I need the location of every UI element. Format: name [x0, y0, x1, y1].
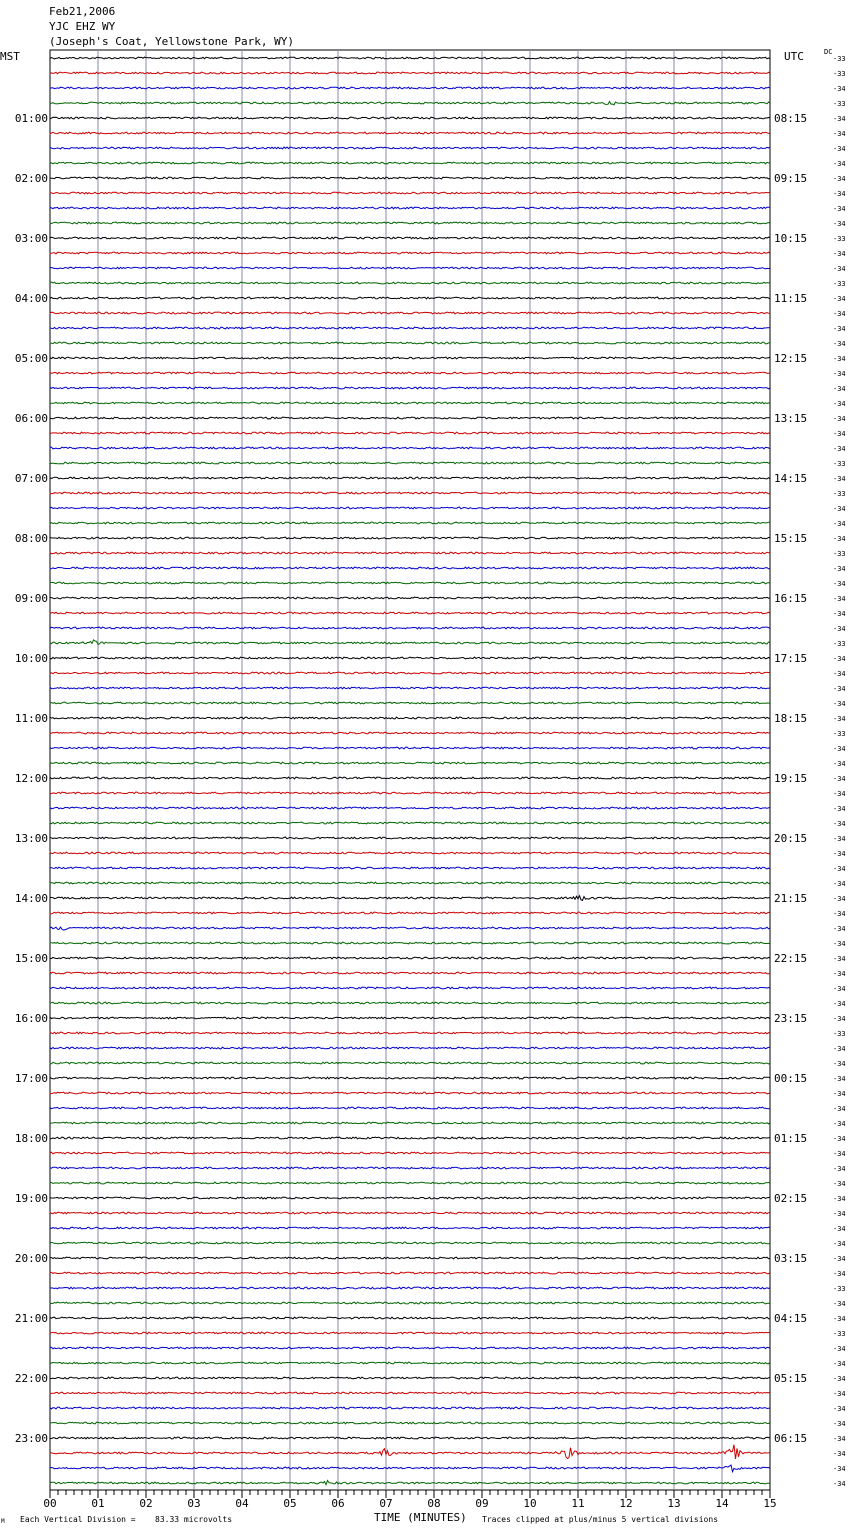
- trace-offset-label: -34: [833, 1135, 846, 1143]
- trace-offset-label: -34: [833, 430, 846, 438]
- seismic-trace: [50, 957, 770, 959]
- x-tick-label: 01: [91, 1497, 105, 1510]
- trace-offset-label: -34: [833, 1225, 846, 1233]
- seismic-trace: [50, 717, 770, 719]
- trace-offset-label: -34: [833, 865, 846, 873]
- mst-hour-label: 20:00: [14, 1252, 48, 1265]
- mst-hour-label: 22:00: [14, 1372, 48, 1385]
- trace-offset-label: -33: [833, 1330, 846, 1338]
- trace-offset-label: -34: [833, 340, 846, 348]
- seismic-trace: [50, 942, 770, 944]
- seismic-trace: [50, 882, 770, 884]
- seismic-trace: [50, 372, 770, 374]
- trace-offset-label: -34: [833, 880, 846, 888]
- division-label: Each Vertical Division =: [20, 1515, 136, 1524]
- mst-hour-label: 15:00: [14, 952, 48, 965]
- x-tick-label: 15: [763, 1497, 777, 1510]
- trace-offset-label: -34: [833, 715, 846, 723]
- seismic-trace: [50, 477, 770, 479]
- trace-offset-label: -34: [833, 445, 846, 453]
- trace-offset-label: -34: [833, 295, 846, 303]
- trace-offset-label: -34: [833, 985, 846, 993]
- seismic-trace: [50, 492, 770, 494]
- mst-hour-label: 11:00: [14, 712, 48, 725]
- seismic-trace: [50, 507, 770, 509]
- seismic-trace: [50, 1002, 770, 1004]
- trace-offset-label: -34: [833, 1210, 846, 1218]
- seismic-trace: [50, 896, 770, 901]
- trace-offset-label: -34: [833, 310, 846, 318]
- trace-offset-label: -34: [833, 85, 846, 93]
- trace-offset-label: -34: [833, 1150, 846, 1158]
- seismic-trace: [50, 852, 770, 854]
- corner-mark: M: [1, 1518, 5, 1525]
- seismic-trace: [50, 1167, 770, 1169]
- seismic-trace: [50, 1182, 770, 1184]
- seismic-trace: [50, 867, 770, 869]
- trace-offset-label: -34: [833, 1195, 846, 1203]
- utc-hour-label: 20:15: [774, 832, 808, 845]
- right-timezone-label: UTC: [784, 50, 804, 63]
- seismic-trace: [50, 807, 770, 809]
- trace-offset-label: -34: [833, 580, 846, 588]
- trace-offset-label: -34: [833, 175, 846, 183]
- x-tick-label: 10: [523, 1497, 537, 1510]
- seismic-trace: [50, 702, 770, 704]
- seismic-trace: [50, 582, 770, 584]
- left-timezone-label: MST: [0, 50, 20, 63]
- trace-offset-label: -34: [833, 1105, 846, 1113]
- trace-offset-label: -34: [833, 1075, 846, 1083]
- trace-offset-label: -34: [833, 385, 846, 393]
- x-tick-label: 05: [283, 1497, 297, 1510]
- trace-offset-label: -34: [833, 1405, 846, 1413]
- trace-offset-label: -34: [833, 1480, 846, 1488]
- seismic-trace: [50, 792, 770, 794]
- trace-offset-label: -34: [833, 790, 846, 798]
- seismic-trace: [50, 162, 770, 164]
- seismic-trace: [50, 57, 770, 59]
- utc-hour-label: 01:15: [774, 1132, 808, 1145]
- trace-offset-label: -33: [833, 550, 846, 558]
- seismic-trace: [50, 1362, 770, 1364]
- trace-offset-label: -34: [833, 910, 846, 918]
- seismic-trace: [50, 567, 770, 569]
- seismic-trace: [50, 597, 770, 599]
- x-tick-label: 07: [379, 1497, 393, 1510]
- mst-hour-label: 21:00: [14, 1312, 48, 1325]
- seismic-trace: [50, 1422, 770, 1424]
- seismic-trace: [50, 87, 770, 89]
- station-code: YJC EHZ WY: [49, 20, 116, 33]
- seismic-trace: [50, 1242, 770, 1244]
- seismic-trace: [50, 237, 770, 239]
- utc-hour-label: 19:15: [774, 772, 808, 785]
- seismic-trace: [50, 522, 770, 524]
- seismic-trace: [50, 297, 770, 299]
- x-tick-label: 13: [667, 1497, 681, 1510]
- utc-hour-label: 13:15: [774, 412, 808, 425]
- record-date: Feb21,2006: [49, 5, 116, 18]
- mst-hour-label: 05:00: [14, 352, 48, 365]
- x-tick-label: 04: [235, 1497, 249, 1510]
- trace-offset-label: -34: [833, 1180, 846, 1188]
- utc-hour-label: 04:15: [774, 1312, 808, 1325]
- seismic-trace: [50, 147, 770, 149]
- trace-offset-label: -34: [833, 1060, 846, 1068]
- seismic-trace: [50, 192, 770, 194]
- trace-offset-label: -34: [833, 1120, 846, 1128]
- mst-hour-label: 13:00: [14, 832, 48, 845]
- seismic-trace: [50, 447, 770, 449]
- seismic-trace: [50, 762, 770, 764]
- utc-hour-label: 23:15: [774, 1012, 808, 1025]
- trace-offset-label: -33: [833, 235, 846, 243]
- utc-hour-label: 18:15: [774, 712, 808, 725]
- trace-offset-label: -34: [833, 520, 846, 528]
- trace-offset-label: -34: [833, 1435, 846, 1443]
- seismic-trace: [50, 1272, 770, 1274]
- seismic-trace: [50, 747, 770, 749]
- seismic-trace: [50, 1302, 770, 1304]
- seismic-trace: [50, 822, 770, 824]
- seismic-trace: [50, 627, 770, 629]
- trace-offset-label: -33: [833, 640, 846, 648]
- seismic-trace: [50, 1257, 770, 1259]
- seismic-trace: [50, 177, 770, 179]
- trace-offset-label: -33: [833, 490, 846, 498]
- seismic-trace: [50, 1287, 770, 1289]
- seismic-trace: [50, 1092, 770, 1094]
- x-tick-label: 00: [43, 1497, 57, 1510]
- seismic-trace: [50, 987, 770, 989]
- mst-hour-label: 23:00: [14, 1432, 48, 1445]
- seismic-trace: [50, 402, 770, 404]
- utc-hour-label: 00:15: [774, 1072, 808, 1085]
- utc-hour-label: 14:15: [774, 472, 808, 485]
- seismic-trace: [50, 1047, 770, 1049]
- seismic-trace: [50, 1481, 770, 1485]
- seismic-trace: [50, 1062, 770, 1064]
- trace-offset-label: -34: [833, 670, 846, 678]
- trace-offset-label: -34: [833, 925, 846, 933]
- seismic-trace: [50, 342, 770, 344]
- station-location: (Joseph's Coat, Yellowstone Park, WY): [49, 35, 295, 48]
- seismic-trace: [50, 912, 770, 914]
- trace-offset-label: -34: [833, 1375, 846, 1383]
- trace-offset-label: -34: [833, 205, 846, 213]
- trace-offset-label: -34: [833, 1270, 846, 1278]
- trace-offset-label: -34: [833, 1465, 846, 1473]
- trace-offset-label: -34: [833, 760, 846, 768]
- mst-hour-label: 14:00: [14, 892, 48, 905]
- trace-offset-label: -34: [833, 1240, 846, 1248]
- trace-offset-label: -34: [833, 1315, 846, 1323]
- utc-hour-label: 06:15: [774, 1432, 808, 1445]
- trace-offset-label: -33: [833, 460, 846, 468]
- x-tick-label: 03: [187, 1497, 201, 1510]
- seismic-trace: [50, 687, 770, 689]
- trace-offset-label: -34: [833, 700, 846, 708]
- mst-hour-label: 06:00: [14, 412, 48, 425]
- trace-offset-label: -34: [833, 835, 846, 843]
- trace-offset-label: -34: [833, 805, 846, 813]
- x-axis-title: TIME (MINUTES): [374, 1511, 467, 1524]
- mst-hour-label: 19:00: [14, 1192, 48, 1205]
- trace-offset-label: -34: [833, 130, 846, 138]
- seismic-trace: [50, 1152, 770, 1154]
- seismic-trace: [50, 327, 770, 329]
- trace-offset-label: -34: [833, 250, 846, 258]
- trace-offset-label: -33: [833, 1030, 846, 1038]
- trace-offset-label: -34: [833, 220, 846, 228]
- mst-hour-label: 03:00: [14, 232, 48, 245]
- utc-hour-label: 17:15: [774, 652, 808, 665]
- trace-offset-label: -34: [833, 505, 846, 513]
- seismic-trace: [50, 1445, 770, 1459]
- mst-hour-label: 16:00: [14, 1012, 48, 1025]
- mst-hour-label: 18:00: [14, 1132, 48, 1145]
- seismic-trace: [50, 837, 770, 839]
- utc-hour-label: 21:15: [774, 892, 808, 905]
- utc-hour-label: 12:15: [774, 352, 808, 365]
- trace-offset-label: -34: [833, 1165, 846, 1173]
- seismic-trace: [50, 657, 770, 659]
- utc-hour-label: 02:15: [774, 1192, 808, 1205]
- trace-offset-label: -33: [833, 730, 846, 738]
- trace-offset-label: -34: [833, 595, 846, 603]
- seismic-trace: [50, 1332, 770, 1334]
- trace-offset-label: -34: [833, 1420, 846, 1428]
- seismic-trace: [50, 1377, 770, 1379]
- seismic-trace: [50, 972, 770, 974]
- seismic-trace: [50, 1317, 770, 1319]
- seismic-trace: [50, 1407, 770, 1409]
- mst-hour-label: 10:00: [14, 652, 48, 665]
- seismic-trace: [50, 312, 770, 314]
- trace-offset-label: -34: [833, 325, 846, 333]
- trace-offset-label: -34: [833, 1390, 846, 1398]
- mst-hour-label: 12:00: [14, 772, 48, 785]
- seismic-trace: [50, 207, 770, 209]
- trace-offset-label: -34: [833, 1450, 846, 1458]
- seismic-trace: [50, 777, 770, 779]
- utc-hour-label: 03:15: [774, 1252, 808, 1265]
- utc-hour-label: 08:15: [774, 112, 808, 125]
- seismic-trace: [50, 732, 770, 734]
- seismic-trace: [50, 132, 770, 134]
- trace-offset-label: -34: [833, 370, 846, 378]
- seismic-trace: [50, 927, 770, 930]
- x-tick-label: 09: [475, 1497, 489, 1510]
- seismic-trace: [50, 1437, 770, 1439]
- trace-offset-label: -34: [833, 745, 846, 753]
- division-value: 83.33 microvolts: [155, 1515, 233, 1524]
- seismic-trace: [50, 1227, 770, 1229]
- trace-offset-label: -33: [833, 1285, 846, 1293]
- trace-offset-label: -34: [833, 145, 846, 153]
- trace-offset-label: -34: [833, 1345, 846, 1353]
- seismic-trace: [50, 1107, 770, 1109]
- utc-hour-label: 09:15: [774, 172, 808, 185]
- trace-offset-label: -34: [833, 355, 846, 363]
- utc-hour-label: 11:15: [774, 292, 808, 305]
- seismic-trace: [50, 222, 770, 224]
- trace-offset-label: -33: [833, 55, 846, 63]
- trace-offset-label: -34: [833, 1090, 846, 1098]
- seismic-trace: [50, 432, 770, 434]
- seismic-trace: [50, 101, 770, 104]
- trace-offset-label: -34: [833, 415, 846, 423]
- mst-hour-label: 08:00: [14, 532, 48, 545]
- seismic-trace: [50, 1017, 770, 1019]
- seismic-trace: [50, 612, 770, 614]
- seismic-trace: [50, 1197, 770, 1199]
- seismic-trace: [50, 1032, 770, 1034]
- trace-offset-label: -34: [833, 1015, 846, 1023]
- seismic-trace: [50, 640, 770, 645]
- trace-offset-label: -34: [833, 1255, 846, 1263]
- seismic-trace: [50, 282, 770, 284]
- mst-hour-label: 17:00: [14, 1072, 48, 1085]
- trace-offset-label: -34: [833, 775, 846, 783]
- seismic-trace: [50, 462, 770, 464]
- trace-offset-label: -34: [833, 610, 846, 618]
- trace-offset-label: -34: [833, 1360, 846, 1368]
- seismic-trace: [50, 1392, 770, 1394]
- trace-offset-label: -34: [833, 400, 846, 408]
- x-tick-label: 14: [715, 1497, 729, 1510]
- seismic-trace: [50, 1137, 770, 1139]
- trace-offset-label: -34: [833, 115, 846, 123]
- mst-hour-label: 02:00: [14, 172, 48, 185]
- trace-offset-label: -34: [833, 1045, 846, 1053]
- trace-offset-label: -34: [833, 475, 846, 483]
- trace-offset-label: -34: [833, 685, 846, 693]
- mst-hour-label: 01:00: [14, 112, 48, 125]
- utc-hour-label: 22:15: [774, 952, 808, 965]
- seismic-trace: [50, 72, 770, 74]
- utc-hour-label: 05:15: [774, 1372, 808, 1385]
- seismic-trace: [50, 1077, 770, 1079]
- seismic-trace: [50, 672, 770, 674]
- dc-label: DC: [824, 48, 833, 56]
- utc-hour-label: 10:15: [774, 232, 808, 245]
- trace-offset-label: -34: [833, 895, 846, 903]
- plot-frame: [50, 50, 770, 1490]
- seismic-trace: [50, 267, 770, 269]
- trace-offset-label: -33: [833, 280, 846, 288]
- seismic-trace: [50, 552, 770, 554]
- trace-offset-label: -34: [833, 1000, 846, 1008]
- seismic-trace: [50, 1465, 770, 1472]
- trace-offset-label: -34: [833, 190, 846, 198]
- trace-offset-label: -34: [833, 940, 846, 948]
- utc-hour-label: 15:15: [774, 532, 808, 545]
- mst-hour-label: 09:00: [14, 592, 48, 605]
- seismic-trace: [50, 1122, 770, 1124]
- seismic-trace: [50, 387, 770, 389]
- mst-hour-label: 07:00: [14, 472, 48, 485]
- x-tick-label: 02: [139, 1497, 153, 1510]
- seismic-trace: [50, 357, 770, 359]
- trace-offset-label: -34: [833, 1300, 846, 1308]
- trace-offset-label: -34: [833, 655, 846, 663]
- trace-offset-label: -34: [833, 535, 846, 543]
- x-tick-label: 11: [571, 1497, 585, 1510]
- trace-offset-label: -33: [833, 70, 846, 78]
- seismic-trace: [50, 252, 770, 254]
- trace-offset-label: -34: [833, 265, 846, 273]
- trace-offset-label: -34: [833, 850, 846, 858]
- seismic-trace: [50, 117, 770, 119]
- trace-offset-label: -34: [833, 820, 846, 828]
- utc-hour-label: 16:15: [774, 592, 808, 605]
- mst-hour-label: 04:00: [14, 292, 48, 305]
- seismic-trace: [50, 537, 770, 539]
- trace-offset-label: -34: [833, 625, 846, 633]
- trace-offset-label: -33: [833, 100, 846, 108]
- x-tick-label: 08: [427, 1497, 441, 1510]
- trace-offset-label: -34: [833, 970, 846, 978]
- x-tick-label: 12: [619, 1497, 633, 1510]
- trace-offset-label: -34: [833, 565, 846, 573]
- x-tick-label: 06: [331, 1497, 345, 1510]
- seismic-trace: [50, 417, 770, 419]
- seismic-trace: [50, 1212, 770, 1214]
- trace-offset-label: -34: [833, 160, 846, 168]
- clip-note: Traces clipped at plus/minus 5 vertical divisions: [482, 1515, 719, 1524]
- seismic-trace: [50, 1347, 770, 1349]
- trace-offset-label: -34: [833, 955, 846, 963]
